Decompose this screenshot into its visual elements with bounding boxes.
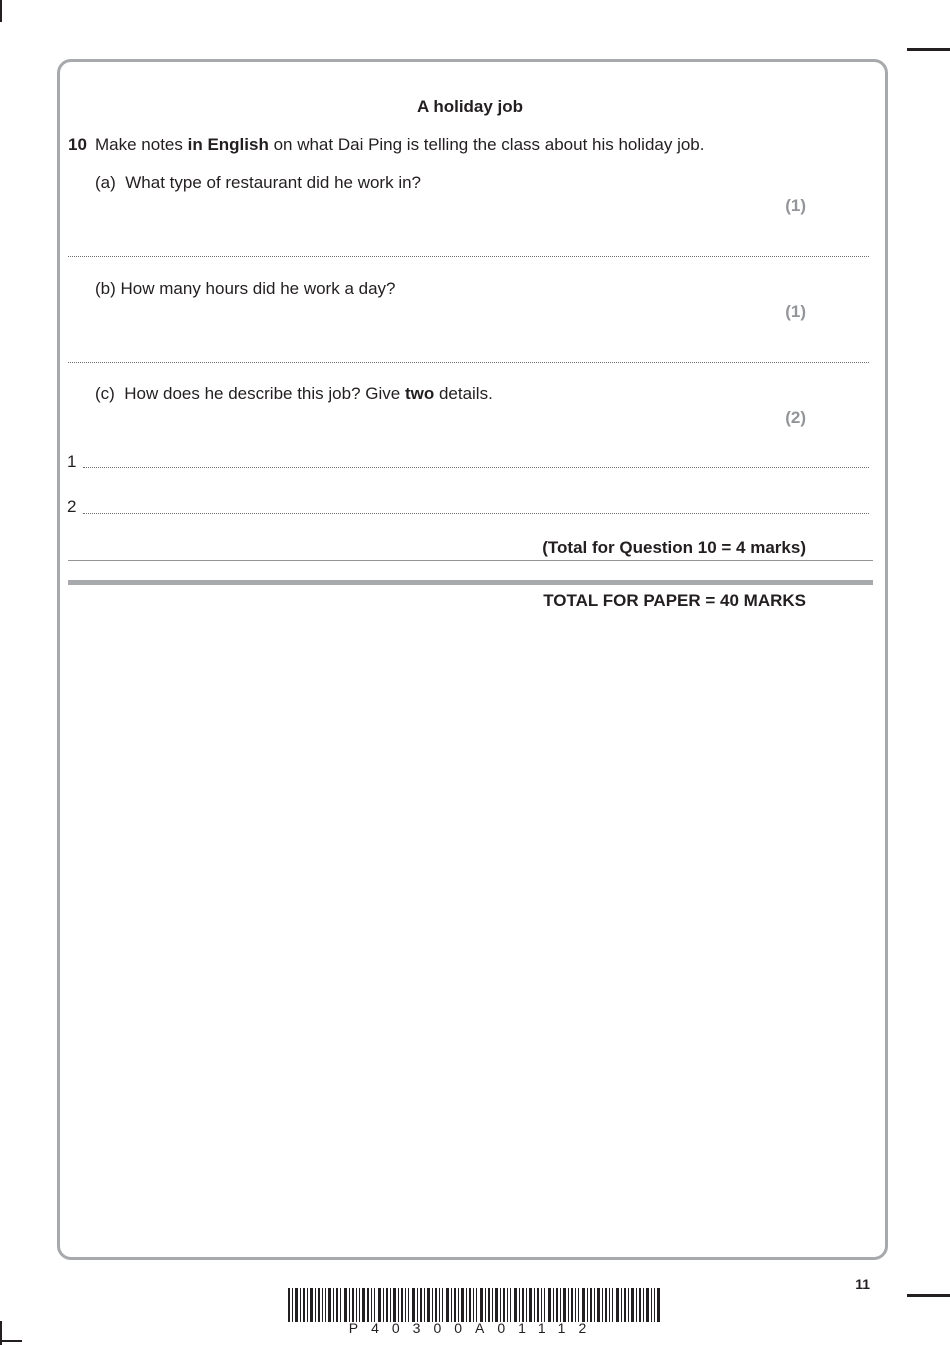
- section-title: A holiday job: [416, 97, 524, 116]
- part-c-marks: (2): [785, 408, 806, 427]
- page-number: 11: [855, 1276, 870, 1292]
- part-b-answer-line[interactable]: [68, 362, 869, 363]
- answer-line-number-1: 1: [67, 452, 77, 471]
- part-a-answer-line[interactable]: [68, 256, 869, 257]
- part-a-prompt: (a) What type of restaurant did he work in?: [95, 173, 421, 192]
- divider-thick: [68, 580, 873, 585]
- part-c-answer-line-2[interactable]: [83, 513, 869, 514]
- part-b-marks: (1): [785, 302, 806, 321]
- paper-total: TOTAL FOR PAPER = 40 MARKS: [543, 591, 806, 610]
- barcode-number: P40300A01112: [348, 1320, 600, 1336]
- crop-mark-top-left: [0, 0, 2, 22]
- crop-mark-bottom-right: [907, 1294, 950, 1297]
- part-c-answer-line-1[interactable]: [83, 467, 869, 468]
- question-number: 10: [68, 135, 87, 154]
- question-stem: Make notes in English on what Dai Ping is telling the class about his holiday job.: [95, 135, 705, 154]
- answer-frame: [57, 59, 888, 1260]
- barcode-image: [288, 1288, 660, 1322]
- part-c-prompt: (c) How does he describe this job? Give two details.: [95, 384, 493, 403]
- question-total: (Total for Question 10 = 4 marks): [542, 538, 806, 557]
- part-b-prompt: (b) How many hours did he work a day?: [95, 279, 396, 298]
- crop-mark-top-right: [907, 48, 950, 51]
- divider-thin: [68, 560, 873, 561]
- crop-mark-bottom-left-h: [0, 1340, 22, 1342]
- answer-line-number-2: 2: [67, 497, 77, 516]
- part-a-marks: (1): [785, 196, 806, 215]
